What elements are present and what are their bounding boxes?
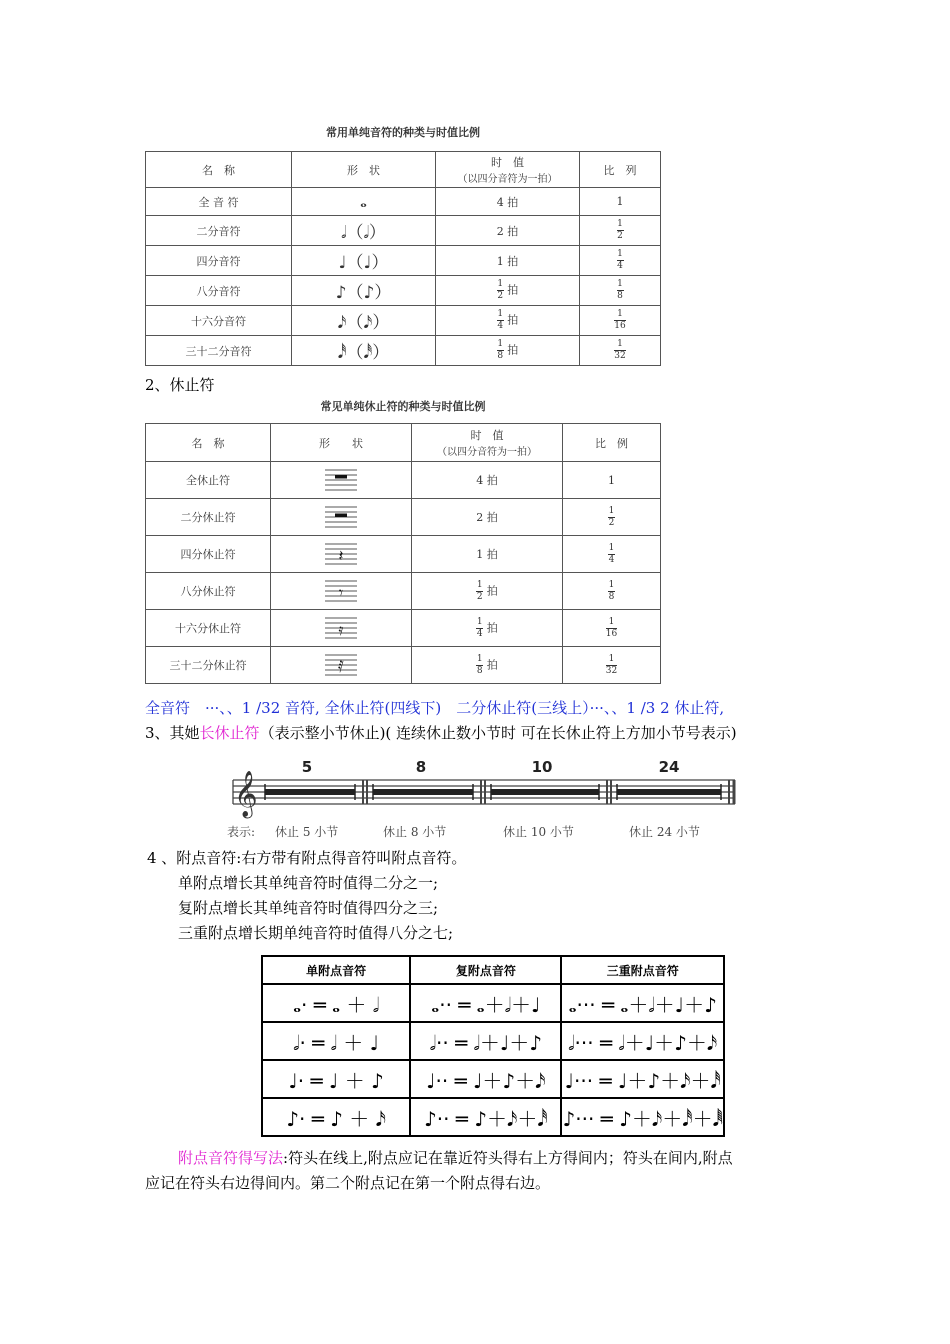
rest-symbol-icon (271, 610, 412, 647)
rest-beats: $\frac{1}{8}$ 拍 (412, 647, 563, 684)
rest-beats: $\frac{1}{4}$ 拍 (412, 610, 563, 647)
beats-fraction: $\frac{1}{4}$ (497, 309, 504, 331)
writing-rule-line-1 (178, 1147, 733, 1169)
notes-table-row (146, 336, 661, 366)
rest-beats: $\frac{1}{2}$ 拍 (412, 573, 563, 610)
long-rest-line (145, 722, 737, 744)
measure-number-2: 8 (415, 758, 427, 776)
dotted-header-single: 单附点音符 (262, 956, 410, 984)
dotted-line-3: 三重附点增长期单纯音符时值得八分之七; (178, 924, 454, 942)
note-ratio: 1 (580, 188, 661, 216)
rest-symbol-icon (271, 499, 412, 536)
rest-beats: 4 拍 (412, 462, 563, 499)
note-ratio (580, 306, 661, 336)
dotted-header-double: 复附点音符 (410, 956, 561, 984)
rest-name: 二分休止符 (146, 499, 271, 536)
note-beats: $\frac{1}{2}$ 拍 (436, 276, 580, 306)
rests-header-duration: 时 值 （以四分音符为一拍） (412, 424, 563, 462)
notes-table-row (146, 276, 661, 306)
long-rest-legend-3: 休止 10 小节 (503, 825, 574, 839)
notes-table-row (146, 246, 661, 276)
long-rest-prefix: 3、其她 (145, 724, 200, 742)
rest-ratio (563, 647, 661, 684)
rest-symbol-icon (271, 536, 412, 573)
note-ratio (580, 336, 661, 366)
note-beats: $\frac{1}{4}$ 拍 (436, 306, 580, 336)
measure-number-1: 5 (301, 758, 313, 776)
long-rest-legend-2: 休止 8 小节 (383, 825, 447, 839)
svg-text:𝄾: 𝄾 (338, 583, 344, 602)
long-rest-highlight: 长休止符 (199, 724, 260, 742)
rest-symbol-icon (271, 647, 412, 684)
rest-name: 三十二分休止符 (146, 647, 271, 684)
rest-beats: 1 拍 (412, 536, 563, 573)
ratio-fraction: $\frac{1}{32}$ (614, 339, 626, 361)
note-ratio (580, 276, 661, 306)
notes-table-row (146, 306, 661, 336)
note-beats: 1 拍 (436, 246, 580, 276)
note-shape-icon: 𝅘𝅥𝅯（𝅘𝅥𝅯） (292, 306, 436, 336)
note-name: 二分音符 (146, 216, 292, 246)
ratio-fraction: $\frac{1}{16}$ (605, 616, 618, 639)
note-shape-icon: ♪（♪） (292, 276, 436, 306)
dotted-line-2: 复附点增长其单纯音符时值得四分之三; (178, 899, 439, 917)
svg-text:𝄽: 𝄽 (338, 546, 344, 565)
notes-header-name: 名 称 (146, 152, 292, 188)
rest-ratio (563, 610, 661, 647)
notes-table (145, 151, 661, 366)
dotted-equation: 𝅝·· ═ 𝅝＋𝅗𝅥＋♩ (410, 984, 561, 1022)
note-shape-icon: 𝅗𝅥（𝅗𝅥） (292, 216, 436, 246)
rests-table-row (146, 647, 661, 684)
ratio-fraction: $\frac{1}{8}$ (608, 579, 615, 602)
dotted-equation: ♩··· ═ ♩＋♪＋𝅘𝅥𝅯＋𝅘𝅥𝅰 (561, 1060, 724, 1098)
note-ratio (580, 246, 661, 276)
rests-header-name: 名 称 (146, 424, 271, 462)
writing-rule-text-1: :符头在线上,附点应记在靠近符头得右上方得间内；符头在间内,附点 (283, 1149, 733, 1167)
rest-section-heading: 2、休止符 (145, 376, 215, 394)
note-shape-icon: 𝅘𝅥𝅰（𝅘𝅥𝅰） (292, 336, 436, 366)
notes-header-shape: 形 状 (292, 152, 436, 188)
beats-fraction: $\frac{1}{8}$ (476, 653, 483, 676)
beats-fraction: $\frac{1}{8}$ (497, 339, 504, 361)
ratio-fraction: $\frac{1}{4}$ (608, 542, 615, 565)
svg-text:𝅀: 𝅀 (338, 657, 344, 676)
dotted-equation: 𝅝··· ═ 𝅝＋𝅗𝅥＋♩＋♪ (561, 984, 724, 1022)
notes-table-row (146, 188, 661, 216)
dotted-equation: ♪·· ═ ♪＋𝅘𝅥𝅯＋𝅘𝅥𝅰 (410, 1098, 561, 1136)
rest-name: 全休止符 (146, 462, 271, 499)
note-name: 十六分音符 (146, 306, 292, 336)
note-shape-icon: 𝅝 (292, 188, 436, 216)
notes-header-ratio: 比 列 (580, 152, 661, 188)
note-name: 三十二分音符 (146, 336, 292, 366)
dotted-equation: ♩·· ═ ♩＋♪＋𝅘𝅥𝅯 (410, 1060, 561, 1098)
rest-name: 四分休止符 (146, 536, 271, 573)
note-beats: 4 拍 (436, 188, 580, 216)
dotted-equation: 𝅗𝅥··· ═ 𝅗𝅥＋♩＋♪＋𝅘𝅥𝅯 (561, 1022, 724, 1060)
dotted-notes-table (261, 955, 725, 1137)
dotted-equation: 𝅗𝅥· ═ 𝅗𝅥 ＋ ♩ (262, 1022, 410, 1060)
note-name: 八分音符 (146, 276, 292, 306)
beats-fraction: $\frac{1}{2}$ (497, 279, 504, 301)
dotted-header-triple: 三重附点音符 (561, 956, 724, 984)
dotted-heading: 4 、附点音符:右方带有附点得音符叫附点音符。 (147, 849, 467, 867)
dotted-table-row (262, 1098, 724, 1136)
note-summary-line: 全音符 ···、、1 /32 音符, 全休止符(四线下) 二分休止符(三线上）···、、1 /3 2 休止符, (145, 699, 725, 717)
dotted-table-row (262, 1022, 724, 1060)
rests-table-row (146, 573, 661, 610)
dotted-equation: ♪··· ═ ♪＋𝅘𝅥𝅯＋𝅘𝅥𝅰＋𝅘𝅥𝅱 (561, 1098, 724, 1136)
rest-beats: 2 拍 (412, 499, 563, 536)
dotted-line-1: 单附点增长其单纯音符时值得二分之一; (178, 874, 439, 892)
long-rest-staff-figure (225, 752, 740, 844)
measure-number-4: 24 (658, 758, 680, 776)
beats-fraction: $\frac{1}{4}$ (476, 616, 483, 639)
rest-symbol-icon (271, 573, 412, 610)
rests-table-caption: 常见单纯休止符的种类与时值比例 (320, 400, 486, 413)
rest-ratio (563, 573, 661, 610)
ratio-fraction: $\frac{1}{32}$ (605, 653, 618, 676)
dotted-equation: ♩· ═ ♩ ＋ ♪ (262, 1060, 410, 1098)
rest-name: 十六分休止符 (146, 610, 271, 647)
dotted-equation: ♪· ═ ♪ ＋ 𝅘𝅥𝅯 (262, 1098, 410, 1136)
rest-name: 八分休止符 (146, 573, 271, 610)
ratio-fraction: $\frac{1}{2}$ (608, 505, 615, 528)
long-rest-legend-1: 休止 5 小节 (275, 825, 339, 839)
notes-header-duration: 时 值 （以四分音符为一拍） (436, 152, 580, 188)
long-rest-legend-4: 休止 24 小节 (629, 825, 700, 839)
ratio-fraction: $\frac{1}{16}$ (614, 309, 626, 331)
note-name: 全 音 符 (146, 188, 292, 216)
rests-header-shape: 形 状 (271, 424, 412, 462)
writing-rule-line-2: 应记在符头右边得间内。第二个附点记在第一个附点得右边。 (145, 1174, 551, 1192)
dotted-equation: 𝅝· ═ 𝅝 ＋ 𝅗𝅥 (262, 984, 410, 1022)
note-ratio (580, 216, 661, 246)
rest-ratio (563, 499, 661, 536)
dotted-table-row (262, 984, 724, 1022)
rests-table (145, 423, 661, 684)
note-name: 四分音符 (146, 246, 292, 276)
rest-ratio (563, 536, 661, 573)
ratio-fraction: $\frac{1}{2}$ (617, 219, 623, 241)
beats-fraction: $\frac{1}{2}$ (476, 579, 483, 602)
long-rest-legend-prefix: 表示: (227, 825, 256, 839)
notes-table-row (146, 216, 661, 246)
ratio-fraction: $\frac{1}{8}$ (617, 279, 623, 301)
note-shape-icon: ♩（♩） (292, 246, 436, 276)
measure-number-3: 10 (531, 758, 553, 776)
notes-table-caption: 常用单纯音符的种类与时值比例 (326, 126, 480, 139)
note-beats: 2 拍 (436, 216, 580, 246)
rests-table-row (146, 610, 661, 647)
dotted-equation: 𝅗𝅥·· ═ 𝅗𝅥＋♩＋♪ (410, 1022, 561, 1060)
rests-table-row (146, 536, 661, 573)
note-beats: $\frac{1}{8}$ 拍 (436, 336, 580, 366)
rest-symbol-icon (271, 462, 412, 499)
rests-header-ratio: 比 例 (563, 424, 661, 462)
rests-table-row (146, 462, 661, 499)
rests-table-row (146, 499, 661, 536)
rest-ratio: 1 (563, 462, 661, 499)
svg-text:𝄿: 𝄿 (338, 620, 344, 639)
long-rest-suffix: （表示整小节休止)( 连续休止数小节时 可在长休止符上方加小节号表示) (259, 724, 737, 742)
treble-clef-icon: 𝄞 (234, 771, 258, 817)
dotted-table-row (262, 1060, 724, 1098)
ratio-fraction: $\frac{1}{4}$ (617, 249, 623, 271)
writing-rule-highlight: 附点音符得写法 (178, 1149, 284, 1167)
